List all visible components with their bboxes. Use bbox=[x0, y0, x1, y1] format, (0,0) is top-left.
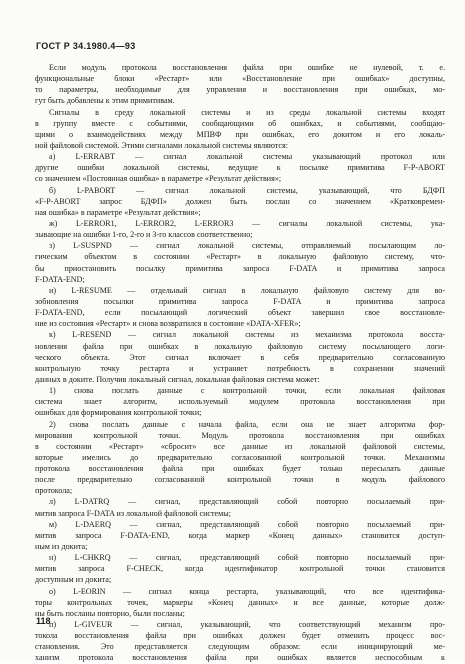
text-line: Если модуль протокола восстановления файла при ошибке не нулевой, т. е. bbox=[49, 63, 445, 72]
page-number: 118 bbox=[36, 616, 51, 626]
text-line: гут быть добавлены к этим примитивам. bbox=[35, 96, 175, 106]
text-line: другие ошибки локальной системы, ведущие к посылке примитива F-P-ABORT bbox=[35, 163, 445, 173]
text-line: протокола восстановления файла при ошибках будет только пересылать данные bbox=[35, 464, 445, 474]
text-line: ной файловой системой. Этими сигналами локальной системы являются: bbox=[35, 140, 288, 150]
text-line: F-DATA-END, если посылающий логический объект завершил свое восстановле- bbox=[35, 308, 445, 318]
text-line: ческого объекта. Этот сигнал включает в себя предварительно согласованную bbox=[35, 352, 445, 362]
text-line: п) L-GIVEUR — сигнал, указывающий, что соответствующий механизм про- bbox=[49, 620, 445, 630]
text-line: а) L-ERRABT — сигнал локальной системы указывающий протокол или bbox=[49, 152, 445, 162]
text-line: зобновления посылки примитива запроса F-DATA и примитива запроса bbox=[35, 296, 445, 306]
text-line: митив запроса F-DATA из локальной файловой системы; bbox=[35, 508, 231, 518]
text-line: ханизм протокола восстановления файла при ошибках является неспособным к bbox=[35, 653, 445, 663]
text-line: со значением «Постоянная ошибка» в параметре «Результат действия»; bbox=[35, 174, 282, 184]
text-line: 2) снова послать данные с начала файла, если она не знает алгоритма фор- bbox=[49, 419, 445, 429]
text-line: F-DATA-END; bbox=[35, 274, 85, 284]
text-line: «F-P-ABORT запрос БДФП» должен быть послан со значением «Кратковремен- bbox=[35, 196, 445, 206]
text-line: Сигналы в среду локальной системы и из среды локальной системы входят bbox=[49, 107, 445, 117]
text-line: о) L-EORIN — сигнал конца рестарта, указывающий, что все идентифика- bbox=[49, 586, 445, 596]
text-line: л) L-DATRQ — сигнал, представляющий собой повторно посылаемый при- bbox=[49, 497, 445, 507]
body-text bbox=[35, 62, 445, 664]
text-line: м) L-DAERQ — сигнал, представляющий собой повторно посылаемый при- bbox=[49, 519, 445, 529]
text-line: мирования контрольной точки. Модуль протокола восстановления при ошибках bbox=[35, 430, 445, 440]
text-line: 1) снова послать данные с контрольной точки, если локальная файловая bbox=[49, 386, 445, 396]
text-line: ошибках для формирования контрольной точки; bbox=[35, 408, 202, 418]
text-line: митив запроса F-DATA-END, когда маркер «Конец данных» становится доступ- bbox=[35, 530, 445, 540]
text-line: гическим объектом в состоянии «Рестарт» в локальную файловую систему, что- bbox=[35, 252, 445, 262]
text-line: новления файла при ошибках в локальную файловую систему посылающего логи- bbox=[35, 341, 445, 351]
text-line: ным из докита; bbox=[35, 542, 88, 552]
standard-header: ГОСТ Р 34.1980.4—93 bbox=[36, 41, 136, 51]
text-line: щими о взаимодействиях между МПВФ при ошибках, его докитом и его локаль- bbox=[35, 129, 445, 139]
text-line: н) L-CHKRQ — сигнал, представляющий собой повторно посылаемый при- bbox=[49, 553, 445, 563]
text-line: функциональные блоки «Рестарт» или «Восстановление при ошибках» доступны, bbox=[35, 74, 445, 84]
text-line: контрольную точку рестарта и устраняет потребность в сохранении значений bbox=[35, 363, 445, 373]
text-line: торы контрольных точек, маркеры «Конец данных» и все данные, которые долж- bbox=[35, 597, 445, 607]
text-line: бы приостановить посылку примитива запроса F-DATA и примитива запроса bbox=[35, 263, 445, 273]
text-line: з) L-SUSPND — сигнал локальной системы, отправляемый посылающим ло- bbox=[49, 241, 445, 251]
text-line: которые имелись до предварительно согласованной контрольной точки. Механизмы bbox=[35, 452, 445, 462]
text-line: токола восстановления файла при ошибках должен будет отменить процесс вос- bbox=[35, 631, 445, 641]
text-line: после предварительно согласованной контрольной точки в модуль файлового bbox=[35, 475, 445, 485]
text-line: протокола; bbox=[35, 486, 73, 496]
text-line: ж) L-ERROR1, L-ERROR2, L-ERROR3 — сигналы локальной системы, ука- bbox=[49, 218, 445, 228]
text-line: и) L-RESUME — отдельный сигнал в локальную файловую систему для во- bbox=[49, 285, 445, 295]
text-line: зывающие на ошибки 1-го, 2-го и 3-го классов соответственно; bbox=[35, 230, 253, 240]
text-line: митив запроса F-CHECK, когда идентификатор контрольной точки становится bbox=[35, 564, 445, 574]
text-line: к) L-RESEND — сигнал локальной системы из механизма протокола восста- bbox=[49, 330, 445, 340]
text-line: ная ошибка» в параметре «Результат действия»; bbox=[35, 207, 201, 217]
text-line: б) L-PABORT — сигнал локальной системы, указывающий, что БДФП bbox=[49, 185, 445, 195]
text-line: то параметры, необходимые для управления и восстановления при ошибках, мо- bbox=[35, 85, 445, 95]
text-line: ние из состояния «Рестарт» и снова возвратился в состояние «DATA-XFER»; bbox=[35, 319, 301, 329]
text-line: становления. Это представляется следующим образом: если инициирующий ме- bbox=[35, 642, 445, 652]
text-line: ны быть посланы повторно, были посланы; bbox=[35, 608, 185, 618]
text-line: доступным из докита; bbox=[35, 575, 112, 585]
text-line: данных в доките. Получив локальный сигнал, локальная файловая система может: bbox=[35, 374, 320, 384]
text-line: в группу вместе с событиями, сообщающими об ошибках, и событиями, сообщаю- bbox=[35, 118, 445, 128]
text-line: в состоянии «Рестарт» «сбросит» все данные из локальной файловой системы, bbox=[35, 441, 445, 451]
text-line: система знает алгоритм, используемый модулем протокола восстановления при bbox=[35, 397, 445, 407]
